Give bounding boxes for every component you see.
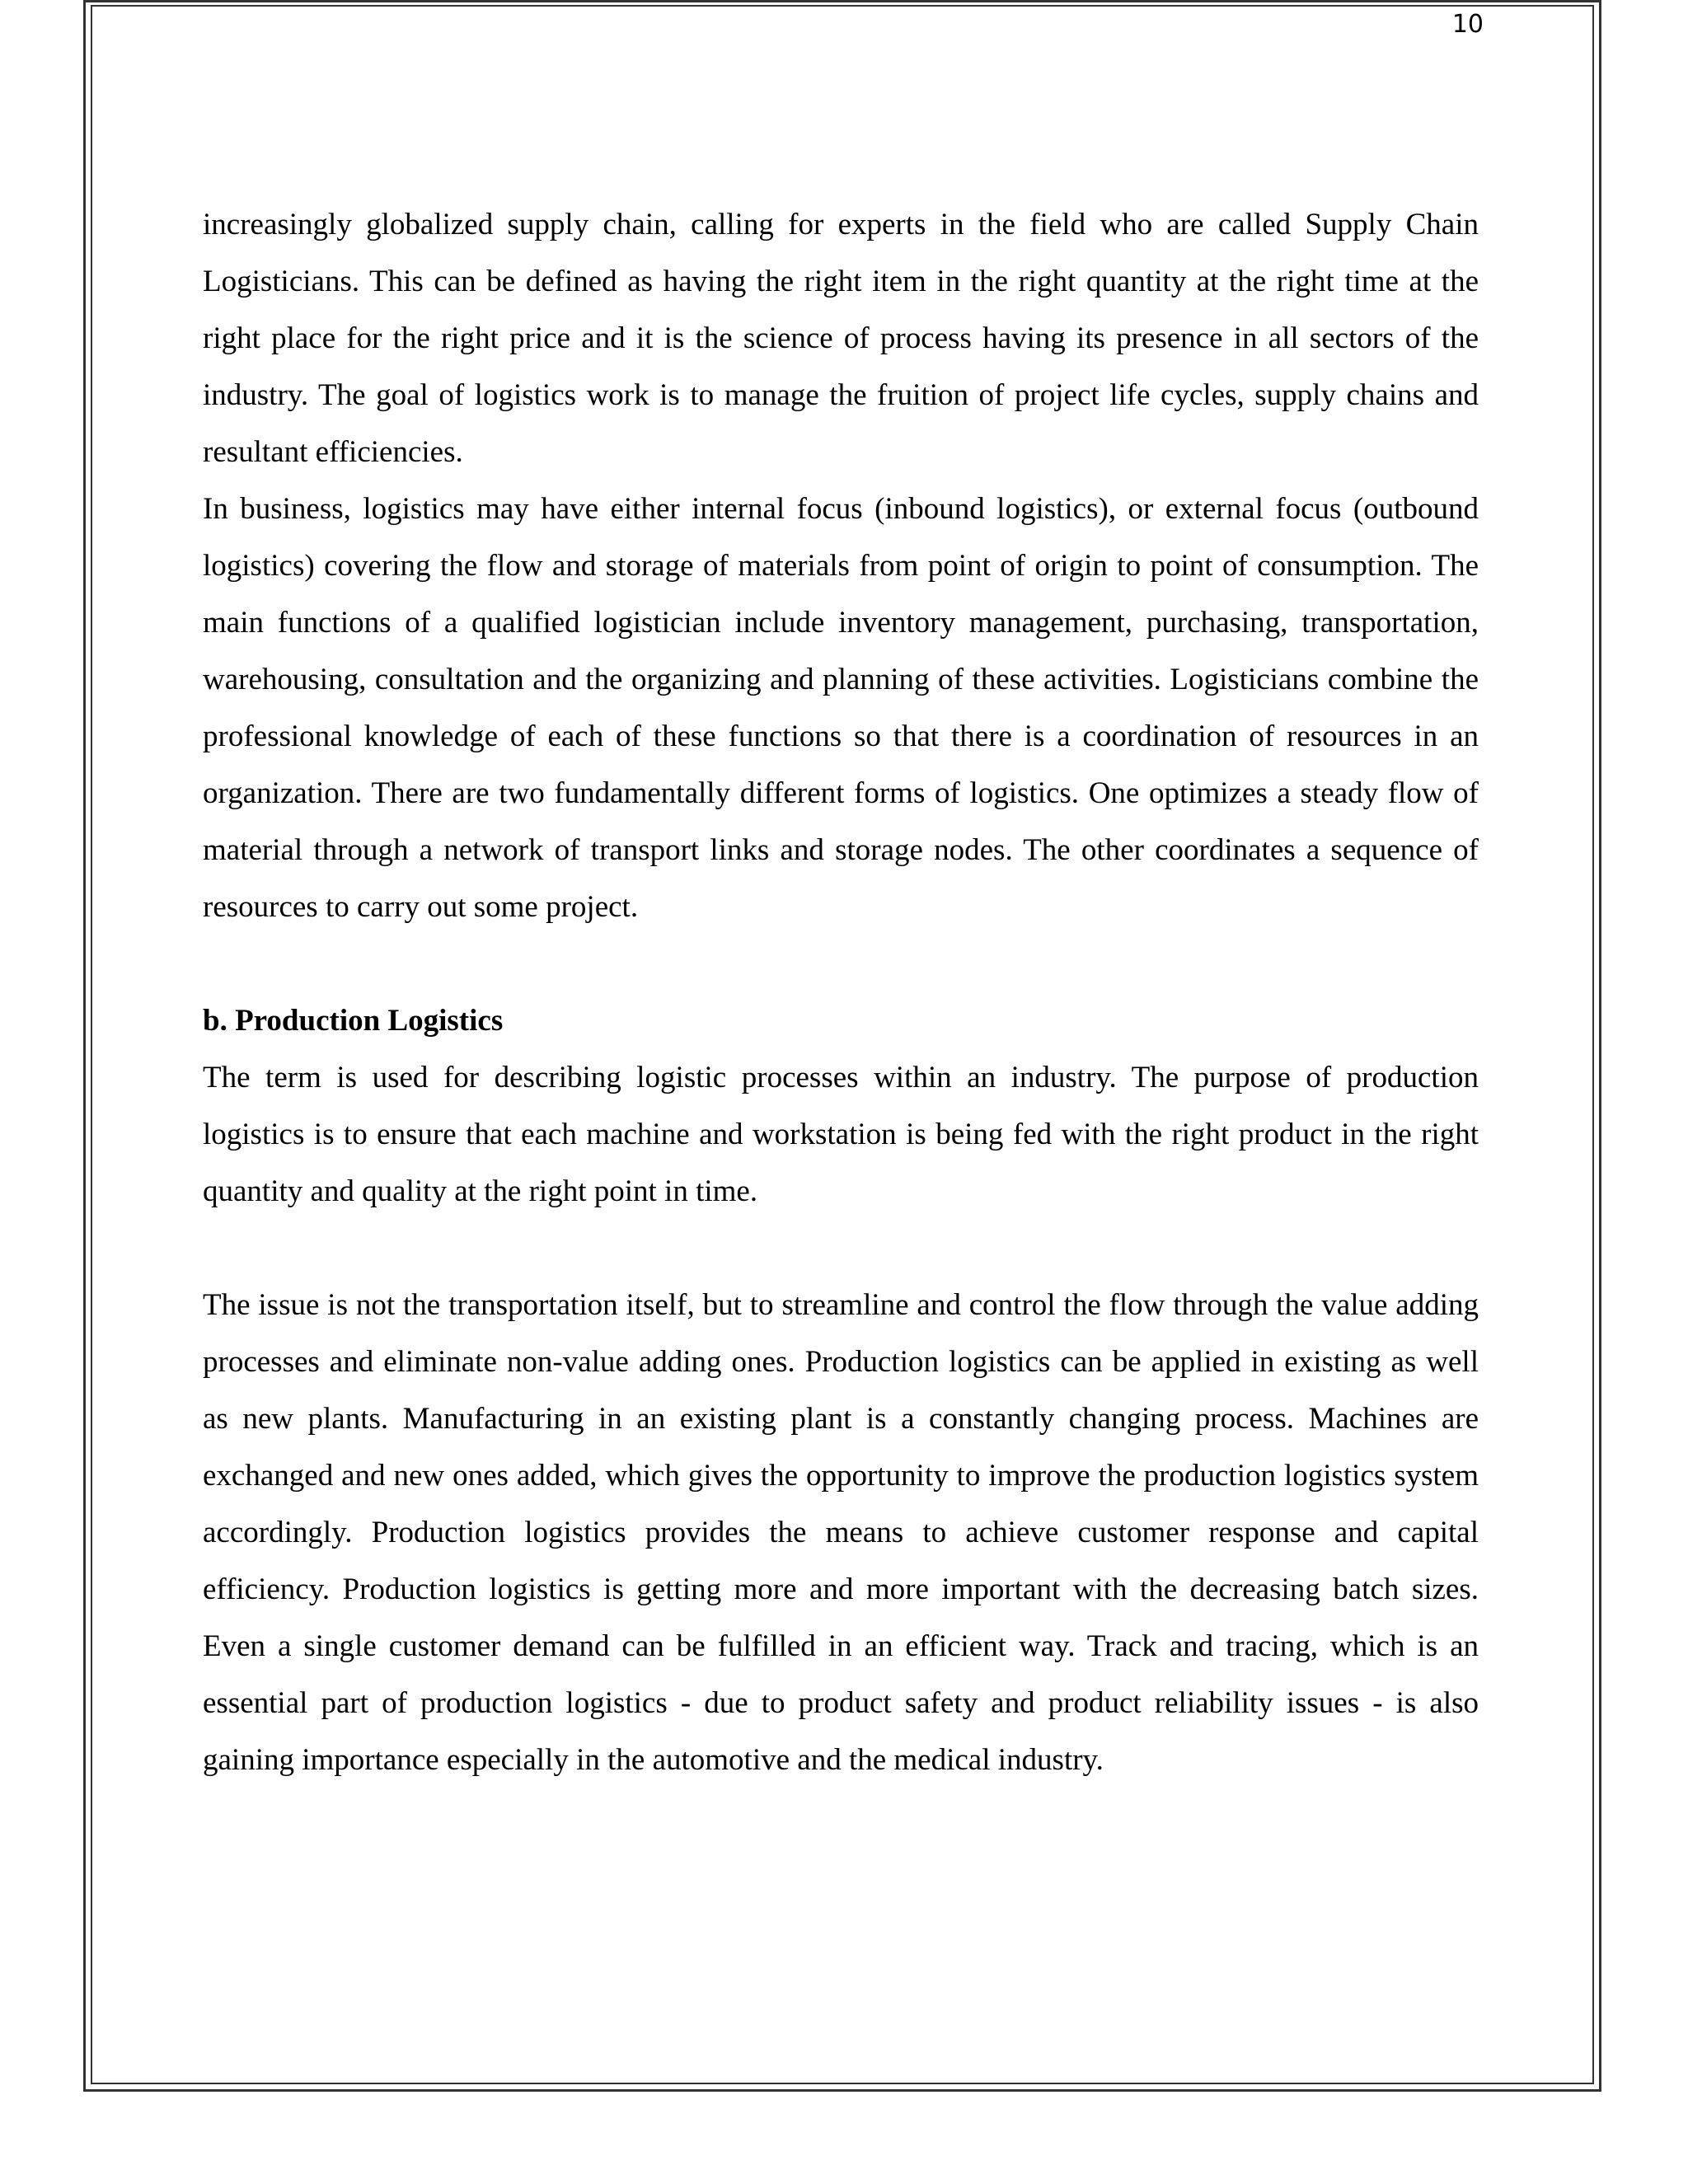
paragraph-business-logistics: In business, logistics may have either internal focus (inbound logistics), or external focus (outbound logistics) covering the flow and storage of materials from point of origin to point of consumption. The main functions of a qualified logistician include inventory management, purchasing, transportation, warehousing, consultation and the organizing and planning of these activities. Logisticians combine the professional knowledge of each of these functions so that there is a coordination of resources in an organization. There are two fundamentally different forms of logistics. One optimizes a steady flow of material through a network of transport links and storage nodes. The other coordinates a sequence of resources to carry out some project. (203, 492, 1479, 924)
document-body (203, 196, 1479, 1788)
paragraph-spacer (203, 1220, 1479, 1277)
page-number: 10 (1451, 10, 1484, 39)
section-heading-production-logistics: b. Production Logistics (203, 1004, 504, 1038)
paragraph-spacer (203, 935, 1479, 992)
paragraph-production-definition: The term is used for describing logistic processes within an industry. The purpose of production logistics is to ensure that each machine and workstation is being fed with the right product in the right quantity and quality at the right point in time. (203, 1061, 1479, 1208)
paragraph-production-details: The issue is not the transportation itself, but to streamline and control the flow through the value adding processes and eliminate non-value adding ones. Production logistics can be applied in existing as well as new plants. Manufacturing in an existing plant is a constantly changing process. Machines are exchanged and new ones added, which gives the opportunity to improve the production logistics system accordingly. Production logistics provides the means to achieve customer response and capital efficiency. Production logistics is getting more and more important with the decreasing batch sizes. Even a single customer demand can be fulfilled in an efficient way. Track and tracing, which is an essential part of production logistics - due to product safety and product reliability issues - is also gaining importance especially in the automotive and the medical industry. (203, 1288, 1479, 1777)
paragraph-supply-chain: increasingly globalized supply chain, calling for experts in the field who are called Supply Chain Logisticians. This can be defined as having the right item in the right quantity at the right time at the right place for the right price and it is the science of process having its presence in all sectors of the industry. The goal of logistics work is to manage the fruition of project life cycles, supply chains and resultant efficiencies. (203, 208, 1479, 469)
